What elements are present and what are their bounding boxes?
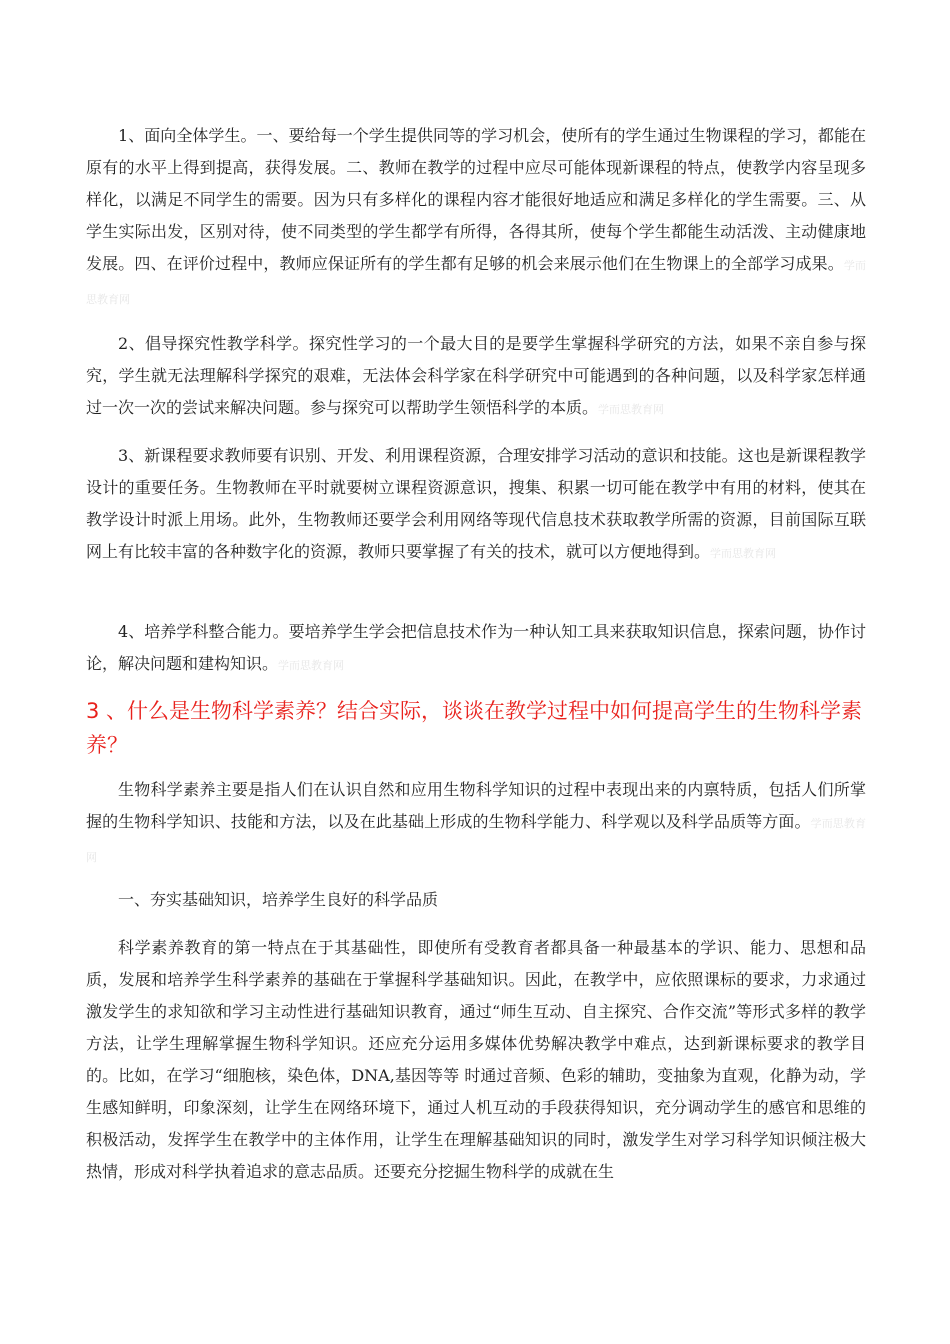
paragraph-1: 1、面向全体学生。一、要给每一个学生提供同等的学习机会，使所有的学生通过生物课程的学习，都能在原有的水平上得到提高，获得发展。二、教师在教学的过程中应尽可能体现新课程的特点，使教学内容呈现多样化，以满足不同学生的需要。因为只有多样化的课程内容才能很好地适应和满足多样化的学生需要。三、从学生实际出发，区别对待，使不同类型的学生都学有所得，各得其所，使每个学生都能生动活泼、主动健康地发展。四、在评价过程中，教师应保证所有的学生都有足够的机会来展示他们在生物课上的全部学习成果。学而思教育网 — [86, 126, 866, 306]
watermark-text: 学而思教育网 — [710, 547, 777, 560]
watermark-text: 学而思教育网 — [598, 403, 665, 416]
watermark-text: 学而思教育网 — [86, 817, 867, 864]
paragraph-2: 2、倡导探究性教学科学。探究性学习的一个最大目的是要学生掌握科学研究的方法，如果不亲自参与探究，学生就无法理解科学探究的艰难，无法体会科学家在科学研究中可能遇到的各种问题，以及科学家怎样通过一次一次的尝试来解决问题。参与探究可以帮助学生领悟科学的本质。学而思教育网 — [86, 334, 866, 417]
paragraph-4: 4、培养学科整合能力。要培养学生学会把信息技术作为一种认知工具来获取知识信息，探索问题，协作讨论，解决问题和建构知识。学而思教育网 — [86, 622, 866, 673]
watermark-text: 学而思教育网 — [86, 259, 866, 306]
section-subheading: 一、夯实基础知识，培养学生良好的科学品质 — [118, 890, 439, 909]
watermark-text: 学而思教育网 — [278, 659, 345, 672]
paragraph-3: 3、新课程要求教师要有识别、开发、利用课程资源，合理安排学习活动的意识和技能。这也是新课程教学设计的重要任务。生物教师在平时就要树立课程资源意识，搜集、积累一切可能在教学中有用的材料，使其在教学设计时派上用场。此外，生物教师还要学会利用网络等现代信息技术获取教学所需的资源，目前国际互联网上有比较丰富的各种数字化的资源，教师只要掌握了有关的技术，就可以方便地得到。学而思教育网 — [86, 446, 866, 561]
paragraph-5: 生物科学素养主要是指人们在认识自然和应用生物科学知识的过程中表现出来的内禀特质，包括人们所掌握的生物科学知识、技能和方法，以及在此基础上形成的生物科学能力、科学观以及科学品质等方面。学而思教育网 — [86, 780, 867, 864]
question-heading: 3 、什么是生物科学素养？结合实际，谈谈在教学过程中如何提高学生的生物科学素养？ — [86, 699, 863, 757]
paragraph-6: 科学素养教育的第一特点在于其基础性，即使所有受教育者都具备一种最基本的学识、能力、思想和品质，发展和培养学生科学素养的基础在于掌握科学基础知识。因此，在教学中，应依照课标的要求，力求通过激发学生的求知欲和学习主动性进行基础知识教育，通过“师生互动、自主探究、合作交流”等形式多样的教学方法，让学生理解掌握生物科学知识。还应充分运用多媒体优势解决教学中难点，达到新课标要求的教学目的。比如，在学习“细胞核，染色体，DNA,基因等等 时通过音频、色彩的辅助，变抽象为直观，化静为动，学生感知鲜明，印象深刻，让学生在网络环境下，通过人机互动的手段获得知识，充分调动学生的感官和思维的积极活动，发挥学生在教学中的主体作用，让学生在理解基础知识的同时，激发学生对学习科学知识倾注极大热情，形成对科学执着追求的意志品质。还要充分挖掘生物科学的成就在生 — [86, 938, 866, 1181]
